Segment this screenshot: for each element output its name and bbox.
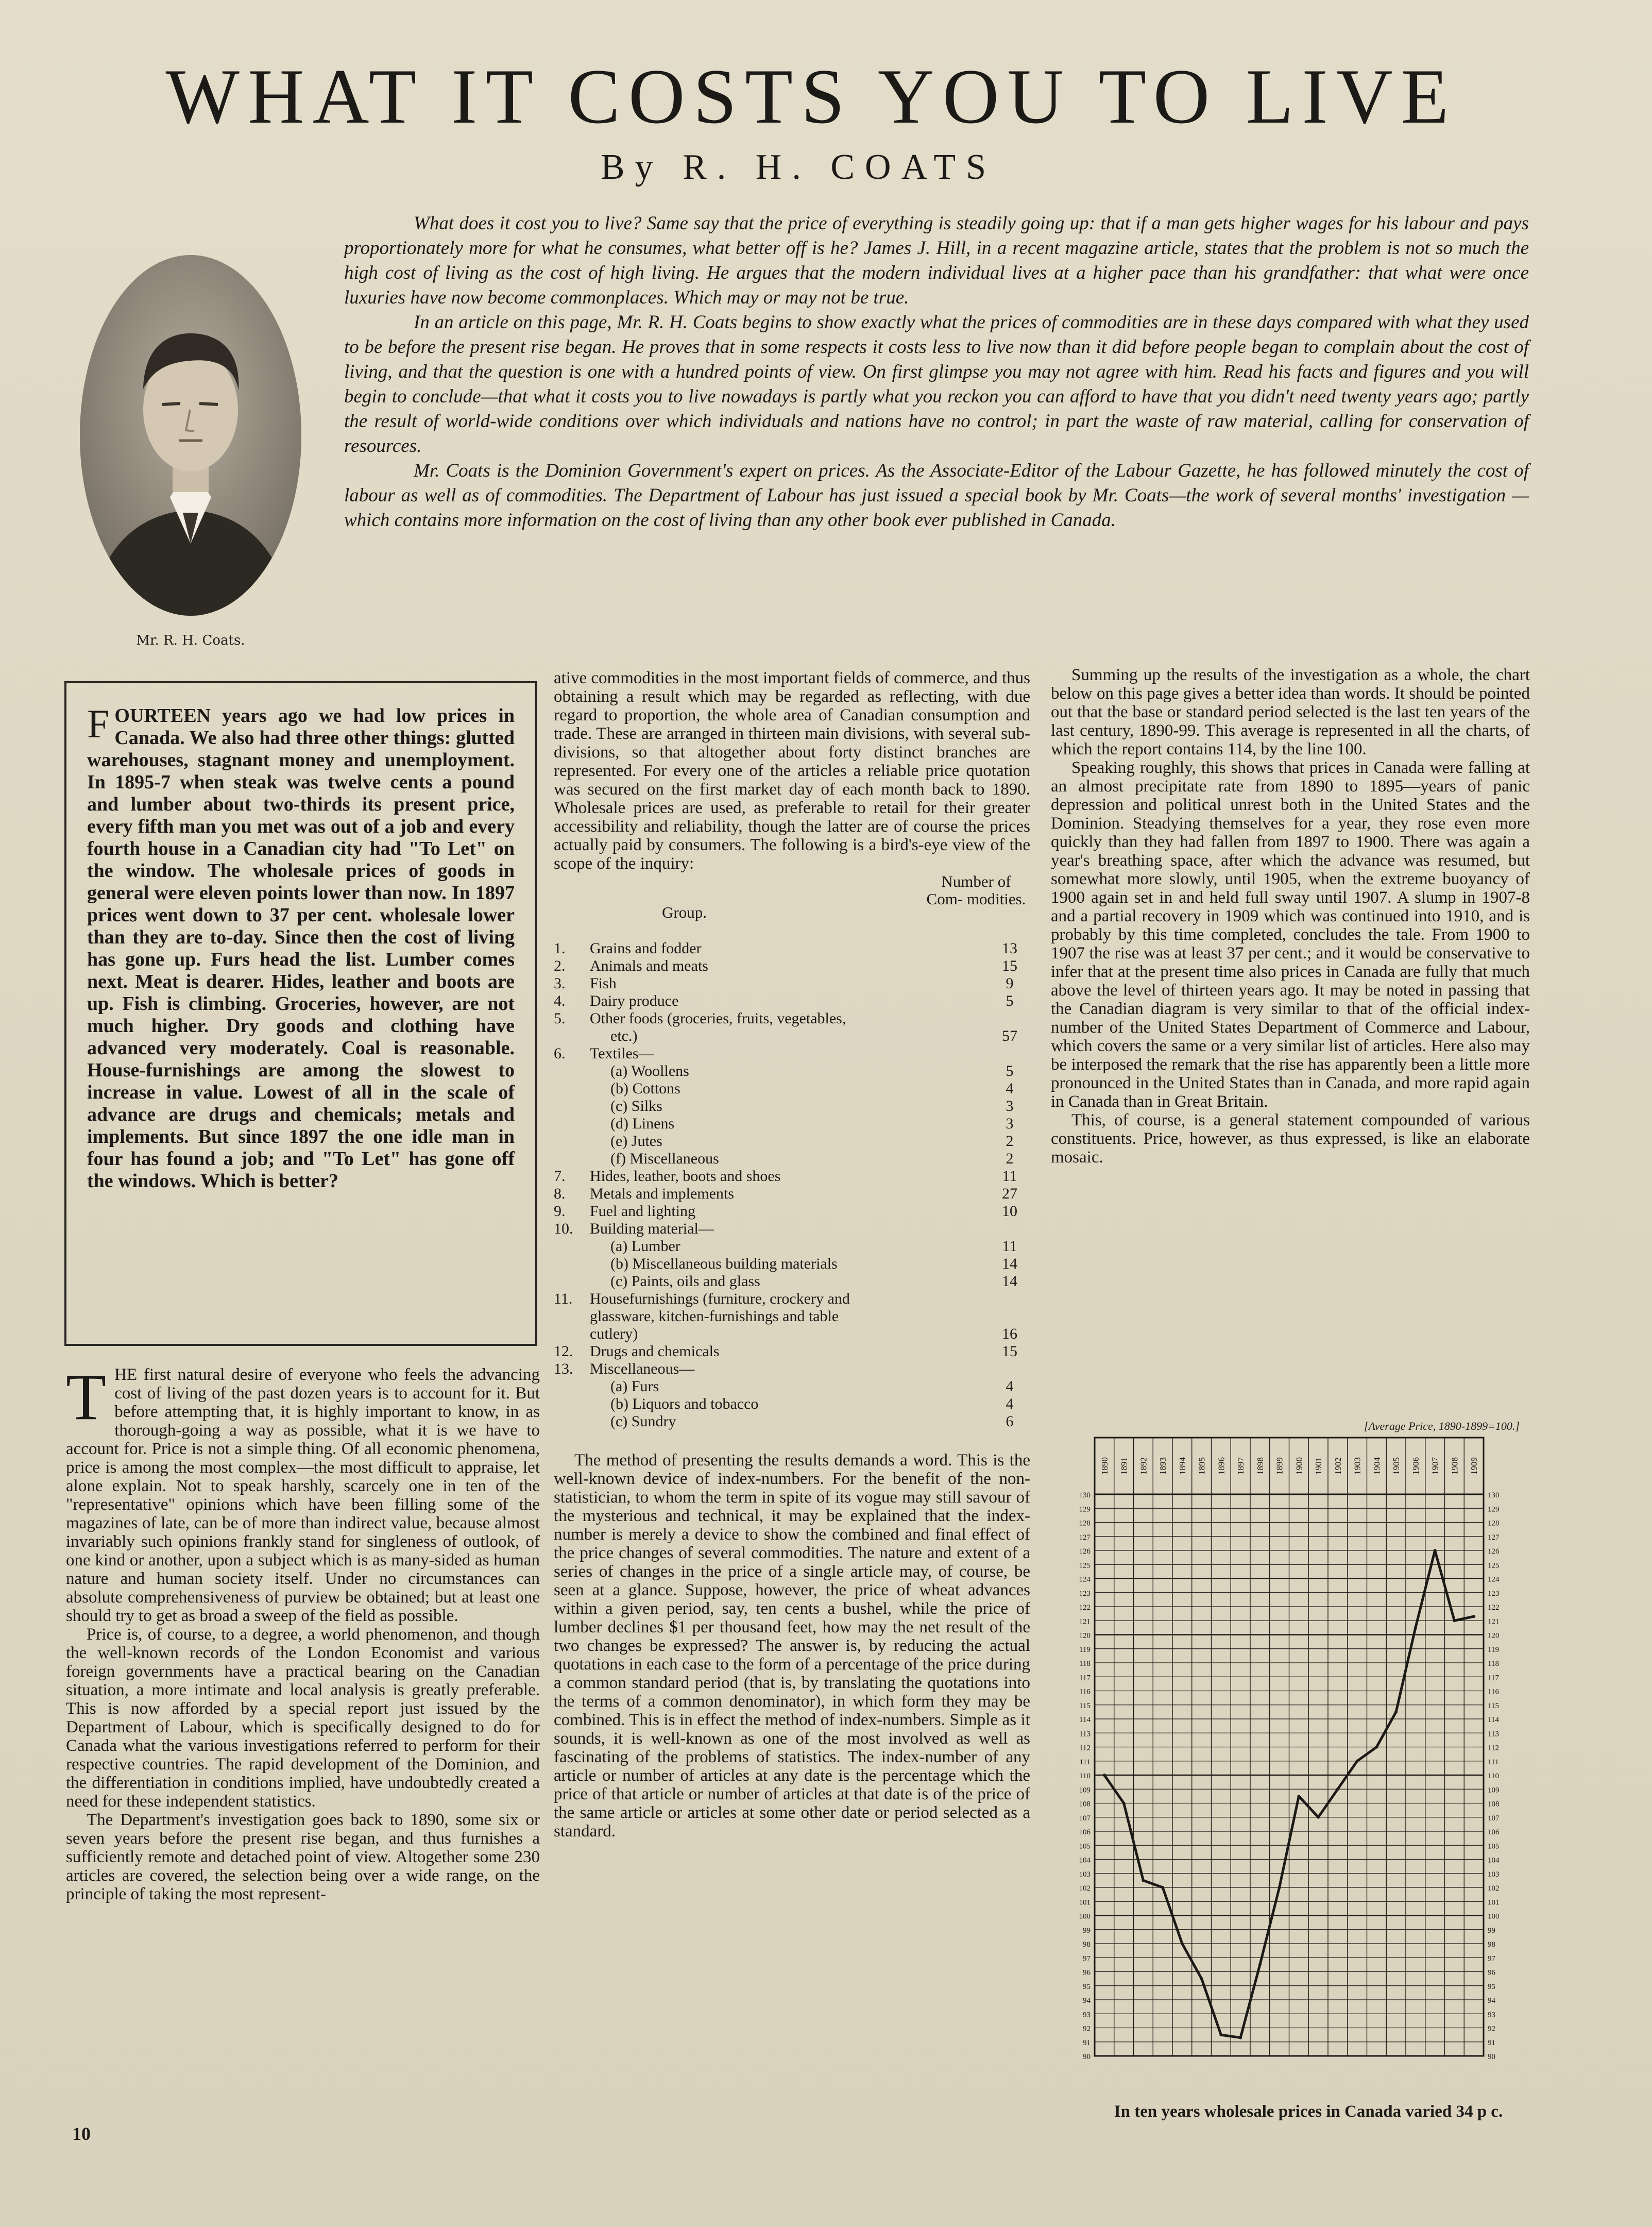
commodity-table: [554, 940, 1030, 1430]
row-value: 4: [1006, 1080, 1014, 1097]
table-row: [554, 1080, 1030, 1098]
row-value: 2: [1006, 1150, 1014, 1167]
y-tick-label: 110: [1079, 1772, 1091, 1780]
row-number: 5.: [554, 1010, 566, 1027]
row-label: Textiles—: [590, 1045, 654, 1062]
data-point: [1142, 1879, 1145, 1882]
row-value: 4: [1006, 1395, 1014, 1412]
row-number: 1.: [554, 940, 566, 957]
y-tick-label: 102: [1079, 1884, 1091, 1893]
y-tick-label: 96: [1083, 1968, 1091, 1977]
y-tick-label: 101: [1079, 1898, 1091, 1907]
x-tick-label: 1894: [1177, 1457, 1187, 1475]
x-tick-label: 1905: [1391, 1457, 1402, 1475]
table-row: [554, 1308, 1030, 1325]
y-tick-label: 106: [1488, 1828, 1500, 1836]
body-paragraph: The Department's investigation goes back to 1890, some six or seven years before the present rise began, and thus furnishes a sufficiently remote and detached point of view. Altogether some 230 articles are covered, the selection being over a wide range, on the principle of taking the most represent-: [66, 1811, 540, 1903]
y-tick-label: 105: [1488, 1842, 1500, 1851]
y-tick-label: 108: [1079, 1800, 1091, 1809]
row-value: 11: [1002, 1168, 1017, 1185]
data-point: [1317, 1816, 1320, 1819]
y-tick-label: 101: [1488, 1898, 1500, 1907]
data-point: [1122, 1802, 1126, 1805]
y-tick-label: 103: [1079, 1870, 1091, 1879]
x-tick-label: 1908: [1450, 1457, 1460, 1475]
y-tick-label: 119: [1488, 1645, 1499, 1654]
chart-caption: In ten years wholesale prices in Canada varied 34 p c.: [1114, 2102, 1503, 2121]
y-tick-label: 126: [1488, 1547, 1500, 1556]
y-tick-label: 99: [1488, 1926, 1495, 1935]
x-tick-label: 1890: [1099, 1457, 1110, 1475]
y-tick-label: 113: [1488, 1730, 1499, 1739]
article-dropcap: T: [66, 1360, 107, 1433]
row-value: 27: [1002, 1185, 1017, 1202]
row-value: 2: [1006, 1133, 1014, 1150]
x-tick-label: 1904: [1372, 1457, 1382, 1475]
row-label: (c) Paints, oils and glass: [610, 1273, 760, 1290]
row-label: etc.): [610, 1027, 638, 1044]
column-three: [1051, 666, 1530, 1167]
y-tick-label: 116: [1079, 1688, 1091, 1696]
y-tick-label: 90: [1083, 2053, 1091, 2061]
data-point: [1297, 1795, 1300, 1798]
row-label: (d) Linens: [610, 1115, 675, 1132]
table-row: [554, 1273, 1030, 1290]
table-row: [554, 940, 1030, 957]
table-row: [554, 1220, 1030, 1238]
y-tick-label: 123: [1488, 1589, 1500, 1598]
y-tick-label: 93: [1488, 2011, 1495, 2019]
y-tick-label: 95: [1083, 1982, 1091, 1991]
row-label: Metals and implements: [590, 1185, 734, 1202]
x-tick-label: 1909: [1469, 1457, 1479, 1475]
row-value: 3: [1006, 1115, 1014, 1132]
row-number: 2.: [554, 957, 566, 974]
y-tick-label: 107: [1488, 1814, 1500, 1823]
y-tick-label: 127: [1079, 1533, 1091, 1542]
y-tick-label: 98: [1083, 1941, 1091, 1949]
summary-text: OURTEEN years ago we had low prices in Canada. We also had three other things: glutted warehouses, stagnant money and unemployment. In 1895-7 when steak was twelve cents a pound and lumber about two-thirds its present price, every fifth man you met was out of a job and every fourth house in a Canadian city had "To Let" on the window. The wholesale prices of goods in general were eleven points lower than now. In 1897 prices went down to 37 per cent. wholesale lower than they are to-day. Since then the cost of living has gone up. Furs head the list. Lumber comes next. Meat is dearer. Hides, leather and boots are up. Fish is climbing. Groceries, however, are not much higher. Dry goods and clothing have advanced very moderately. Coal is reasonable. House-furnishings are among the slowest to increase in value. Lowest of all in the scale of advance are drugs and chemicals; metals and implements. But since 1897 the one idle man in four has found a job; and "To Let" has gone off the windows. Which is better?: [87, 705, 515, 1192]
x-tick-label: 1892: [1138, 1457, 1149, 1475]
row-label: Fish: [590, 975, 617, 992]
y-tick-label: 99: [1083, 1926, 1091, 1935]
table-row: [554, 1062, 1030, 1080]
row-label: (e) Jutes: [610, 1133, 662, 1150]
row-value: 9: [1006, 975, 1014, 992]
table-row: [554, 1010, 1030, 1027]
row-value: 16: [1002, 1325, 1017, 1342]
y-tick-label: 103: [1488, 1870, 1500, 1879]
body-paragraph: This, of course, is a general statement compounded of various constituents. Price, however, as thus expressed, is like an elaborate mosaic.: [1051, 1111, 1530, 1167]
y-tick-label: 95: [1488, 1982, 1495, 1991]
y-tick-label: 115: [1079, 1701, 1091, 1710]
x-tick-label: 1902: [1333, 1457, 1343, 1475]
table-row: [554, 1378, 1030, 1395]
y-tick-label: 109: [1488, 1786, 1500, 1795]
row-number: 13.: [554, 1360, 573, 1377]
data-point: [1181, 1942, 1184, 1945]
number-column-header: Number of Com- modities.: [926, 872, 1026, 908]
body-paragraph: The method of presenting the results demands a word. This is the well-known device of index-numbers. For the benefit of the non-statistician, to whom the term in spite of its vogue may still savour of the mysterious and technical, it may be explained that the index-number is merely a device to show the combined and final effect of the price changes of several commodities. The nature and extent of a series of changes in the price of a single article may, of course, be seen at a glance. Suppose, however, the price of wheat advances within a given period, say, ten cents a bushel, while the price of lumber declines $1 per thousand feet, how may the net result of the two changes be expressed? The answer is, by reducing the actual quotations in each case to the form of a percentage of the price during a common standard period (that is, by translating the quotations into the terms of a common denominator), in which form they may be combined. This is in effect the method of index-numbers. Simple as it sounds, it is well-known as one of the most involved as well as fascinating of the problems of statistics. The index-number of any article or number of articles at any date is the percentage which the price of that article or number of articles at that date is of the price of the same article or articles at some other date or period selected as a standard.: [554, 1451, 1030, 1841]
author-portrait: [80, 255, 301, 616]
x-tick-label: 1891: [1119, 1457, 1129, 1475]
table-row: [554, 1343, 1030, 1360]
page-number: 10: [72, 2123, 91, 2144]
data-point: [1200, 1977, 1203, 1980]
row-label: (b) Cottons: [610, 1080, 680, 1097]
data-point: [1278, 1886, 1281, 1889]
row-number: 6.: [554, 1045, 566, 1062]
table-row: [554, 1027, 1030, 1045]
y-tick-label: 129: [1488, 1505, 1500, 1514]
data-point: [1258, 1963, 1262, 1966]
row-label: Other foods (groceries, fruits, vegetables,: [590, 1010, 846, 1027]
row-value: 5: [1006, 992, 1014, 1009]
chart-note: [Average Price, 1890-1899=100.]: [1364, 1420, 1520, 1432]
row-label: Fuel and lighting: [590, 1203, 695, 1220]
table-row: [554, 975, 1030, 992]
y-tick-label: 106: [1079, 1828, 1091, 1836]
y-tick-label: 121: [1079, 1617, 1091, 1626]
x-tick-label: 1893: [1158, 1457, 1168, 1475]
table-row: [554, 1098, 1030, 1115]
body-paragraph: ative commodities in the most important fields of commerce, and thus obtaining a result which may be regarded as reflecting, with due regard to proportion, the whole area of Canadian consumption and trade. These are arranged in thirteen main divisions, with several sub-divisions, so that altogether about forty distinct branches are represented. For every one of the articles a reliable price quotation was secured on the first market day of each month back to 1890. Wholesale prices are used, as preferable to retail for their greater accessibility and reliability, though the latter are of course the prices actually paid by consumers. The following is a bird's-eye view of the scope of the inquiry:: [554, 669, 1030, 873]
table-row: [554, 1325, 1030, 1343]
row-value: 4: [1006, 1378, 1014, 1395]
y-tick-label: 102: [1488, 1884, 1500, 1893]
y-tick-label: 97: [1083, 1954, 1091, 1963]
table-row: [554, 1045, 1030, 1062]
row-value: 11: [1002, 1238, 1017, 1255]
y-tick-label: 118: [1079, 1660, 1091, 1668]
y-tick-label: 108: [1488, 1800, 1500, 1809]
y-tick-label: 120: [1079, 1631, 1091, 1640]
row-label: Dairy produce: [590, 992, 679, 1009]
x-tick-label: 1897: [1236, 1457, 1246, 1475]
row-number: 4.: [554, 992, 566, 1009]
row-number: 7.: [554, 1168, 566, 1185]
row-value: 57: [1002, 1027, 1017, 1044]
y-tick-label: 92: [1488, 2024, 1495, 2033]
row-label: Hides, leather, boots and shoes: [590, 1168, 781, 1185]
x-tick-label: 1907: [1430, 1457, 1440, 1475]
y-tick-label: 114: [1079, 1716, 1091, 1724]
data-point: [1414, 1626, 1417, 1629]
data-point: [1472, 1615, 1475, 1618]
y-tick-label: 112: [1079, 1744, 1091, 1752]
column-two: [554, 669, 1030, 1841]
data-point: [1336, 1787, 1339, 1791]
y-tick-label: 128: [1079, 1519, 1091, 1528]
row-label: (b) Liquors and tobacco: [610, 1395, 759, 1412]
y-tick-label: 118: [1488, 1660, 1499, 1668]
table-row: [554, 1115, 1030, 1133]
y-tick-label: 117: [1079, 1674, 1091, 1682]
row-number: 9.: [554, 1203, 566, 1220]
x-tick-label: 1901: [1314, 1457, 1324, 1475]
y-tick-label: 117: [1488, 1674, 1499, 1682]
x-tick-label: 1906: [1410, 1457, 1421, 1475]
y-tick-label: 104: [1488, 1856, 1500, 1865]
table-row: [554, 1150, 1030, 1168]
y-tick-label: 115: [1488, 1701, 1499, 1710]
byline: By R. H. COATS: [600, 147, 997, 187]
y-tick-label: 120: [1488, 1631, 1500, 1640]
data-point: [1161, 1886, 1164, 1889]
summary-box: [64, 681, 537, 1346]
y-tick-label: 109: [1079, 1786, 1091, 1795]
row-label: (b) Miscellaneous building materials: [610, 1255, 838, 1272]
x-tick-label: 1895: [1197, 1457, 1207, 1475]
y-tick-label: 104: [1079, 1856, 1091, 1865]
y-tick-label: 130: [1488, 1491, 1500, 1499]
table-row: [554, 1238, 1030, 1255]
table-row: [554, 992, 1030, 1010]
row-label: (a) Furs: [610, 1378, 659, 1395]
body-paragraph: Price is, of course, to a degree, a world phenomenon, and though the well-known records of the London Economist and various foreign governments have a practical bearing on the Canadian situation, a more intimate and local analysis is greatly preferable. This is now afforded by a special report just issued by the Department of Labour, which is specifically designed to do for Canada what the various investigations referred to perform for their respective countries. The rapid development of the Dominion, and the differentiation in conditions implied, have undoubtedly created a need for these independent statistics.: [66, 1625, 540, 1811]
y-tick-label: 111: [1079, 1758, 1091, 1766]
row-label: glassware, kitchen-furnishings and table: [590, 1308, 839, 1325]
row-number: 8.: [554, 1185, 566, 1202]
body-paragraph: Summing up the results of the investigation as a whole, the chart below on this page gives a better idea than words. It should be pointed out that the base or standard period selected is the last ten years of the last century, 1890-99. This average is represented in all the charts, of which the report contains 114, by the line 100.: [1051, 666, 1530, 758]
y-tick-label: 124: [1079, 1575, 1091, 1584]
article-title: WHAT IT COSTS YOU TO LIVE: [165, 53, 1457, 140]
summary-dropcap: F: [87, 701, 110, 746]
y-tick-label: 122: [1079, 1604, 1091, 1612]
y-tick-label: 100: [1079, 1912, 1091, 1921]
table-row: [554, 1395, 1030, 1413]
y-tick-label: 127: [1488, 1533, 1500, 1542]
y-tick-label: 129: [1079, 1505, 1091, 1514]
row-value: 6: [1006, 1413, 1014, 1430]
body-paragraph: HE first natural desire of everyone who feels the advancing cost of living of the past dozen years is to account for it. But before attempting that, it is highly important to know, in as thorough-going a way as possible, what it is we have to account for. Price is not a simple thing. Of all economic phenomena, price is among the most complex—the most difficult to appraise, let alone explain. Not to speak harshly, scarcely one in ten of the "representative" opinions which have been filling some of the magazines of late, can be of more than indirect value, because almost invariably such opinions frankly stand for singleness of outlook, of one kind or another, upon a subject which is as many-sided as human nature and human society itself. Under no circumstances can absolute comprehensiveness of purview be obtained; but at least one should try to get as broad a sweep of the field as possible.: [66, 1365, 540, 1625]
y-tick-label: 125: [1079, 1561, 1091, 1570]
row-value: 14: [1002, 1255, 1017, 1272]
data-point: [1356, 1760, 1359, 1763]
row-label: (a) Woollens: [610, 1062, 689, 1079]
y-tick-label: 113: [1079, 1730, 1091, 1739]
row-label: Drugs and chemicals: [590, 1343, 720, 1360]
table-row: [554, 1360, 1030, 1378]
row-value: 15: [1002, 1343, 1017, 1360]
y-tick-label: 121: [1488, 1617, 1500, 1626]
y-tick-label: 91: [1488, 2038, 1495, 2047]
y-tick-label: 128: [1488, 1519, 1500, 1528]
row-number: 11.: [554, 1290, 573, 1307]
data-point: [1453, 1619, 1456, 1622]
row-label: (a) Lumber: [610, 1238, 680, 1255]
y-tick-label: 119: [1079, 1645, 1091, 1654]
y-tick-label: 93: [1083, 2011, 1091, 2019]
row-label: (c) Silks: [610, 1098, 662, 1115]
intro-paragraph: Mr. Coats is the Dominion Government's expert on prices. As the Associate-Editor of the Labour Gazette, he has followed minutely the cost of labour as well as of commodities. The Department of Labour has just issued a special book by Mr. Coats—the work of several months' investigation —which contains more information on the cost of living than any other book ever published in Canada.: [344, 460, 1529, 531]
y-tick-label: 97: [1488, 1954, 1495, 1963]
y-tick-label: 107: [1079, 1814, 1091, 1823]
portrait-caption: Mr. R. H. Coats.: [136, 633, 245, 648]
x-tick-label: 1896: [1216, 1457, 1227, 1475]
row-number: 10.: [554, 1220, 573, 1237]
table-row: [554, 1290, 1030, 1308]
row-value: 14: [1002, 1273, 1017, 1290]
y-tick-label: 130: [1079, 1491, 1091, 1499]
y-tick-label: 122: [1488, 1604, 1500, 1612]
x-tick-label: 1903: [1352, 1457, 1363, 1475]
y-tick-label: 94: [1083, 1997, 1091, 2005]
y-tick-label: 100: [1488, 1912, 1500, 1921]
data-point: [1239, 2036, 1242, 2039]
intro-paragraph: In an article on this page, Mr. R. H. Coats begins to show exactly what the prices of commodities are in these days compared with what they used to be before the present rise began. He proves that in some respects it costs less to live now than it did before people began to complain about the cost of living, and that the question is one with a hundred points of view. On first glimpse you may not agree with him. Read his facts and figures and you will begin to conclude—that what it costs you to live nowadays is partly what you reckon you can afford to have that you didn't need twenty years ago; partly the result of world-wide conditions over which individuals and nations have no control; in part the waste of raw material, calling for conservation of resources.: [344, 312, 1529, 457]
y-tick-label: 126: [1079, 1547, 1091, 1556]
row-number: 3.: [554, 975, 566, 992]
row-label: Grains and fodder: [590, 940, 702, 957]
row-label: Miscellaneous—: [590, 1360, 695, 1377]
price-index-chart: [1046, 1412, 1530, 2128]
y-tick-label: 96: [1488, 1968, 1495, 1977]
data-point: [1434, 1549, 1437, 1552]
commodity-table-header: [554, 873, 1030, 940]
body-paragraph: Speaking roughly, this shows that prices in Canada were falling at an almost precipitate rate from 1890 to 1895—years of panic depression and political unrest both in the United States and the Dominion. Steadying themselves for a year, they rose even more quickly than they had fallen from 1897 to 1900. There was again a year's breathing space, after which the advance was resumed, but somewhat more slowly, until 1905, when the extreme buoyancy of 1900 again set in and held full sway until 1907. A slump in 1907-8 and a partial recovery in 1909 which was continued into 1910, and is probably by this time completed, concludes the tale. From 1900 to 1907 the rise was at least 37 per cent.; and it would be conservative to infer that at the present time also prices in Canada are fully that much above the level of thirteen years ago. It may be noted in passing that the Canadian diagram is very similar to that of the official index-number of the United States Department of Commerce and Labour, which covers the same or a very similar list of articles. Here also may be interposed the remark that the rise has apparently been a little more pronounced in the United States than in Canada, and more rapid again in Canada than in Great Britain.: [1051, 758, 1530, 1111]
row-label: Building material—: [590, 1220, 714, 1237]
table-row: [554, 1203, 1030, 1220]
row-value: 3: [1006, 1098, 1014, 1115]
y-tick-label: 125: [1488, 1561, 1500, 1570]
y-tick-label: 110: [1488, 1772, 1499, 1780]
data-point: [1219, 2033, 1222, 2036]
y-tick-label: 94: [1488, 1997, 1495, 2005]
y-tick-label: 91: [1083, 2038, 1091, 2047]
x-tick-label: 1898: [1255, 1457, 1265, 1475]
table-row: [554, 1413, 1030, 1430]
x-tick-label: 1900: [1294, 1457, 1304, 1475]
y-tick-label: 114: [1488, 1716, 1499, 1724]
editor-introduction: [344, 211, 1529, 533]
group-column-header: Group.: [662, 903, 707, 921]
y-tick-label: 111: [1488, 1758, 1499, 1766]
row-number: 12.: [554, 1343, 573, 1360]
x-tick-label: 1899: [1274, 1457, 1285, 1475]
row-value: 15: [1002, 957, 1017, 974]
row-label: Housefurnishings (furniture, crockery and: [590, 1290, 850, 1307]
row-value: 5: [1006, 1062, 1014, 1079]
table-row: [554, 1255, 1030, 1273]
y-tick-label: 92: [1083, 2024, 1091, 2033]
column-one: [66, 1360, 540, 1903]
data-point: [1375, 1746, 1378, 1749]
data-point: [1103, 1774, 1106, 1777]
row-label: (f) Miscellaneous: [610, 1150, 719, 1167]
intro-paragraph: What does it cost you to live? Same say that the price of everything is steadily going up: that if a man gets higher wages for his labour and pays proportionately more for what he consumes, what better off is he? James J. Hill, in a recent magazine article, states that the problem is not so much the high cost of living as the cost of high living. He argues that the modern individual lives at a higher pace than his grandfather: that what were once luxuries have now become commonplaces. Which may or may not be true.: [344, 213, 1529, 308]
y-tick-label: 105: [1079, 1842, 1091, 1851]
table-row: [554, 1133, 1030, 1150]
row-label: (c) Sundry: [610, 1413, 676, 1430]
row-value: 10: [1002, 1203, 1017, 1220]
y-tick-label: 116: [1488, 1688, 1499, 1696]
y-tick-label: 98: [1488, 1941, 1495, 1949]
table-row: [554, 1185, 1030, 1203]
row-value: 13: [1002, 940, 1017, 957]
table-row: [554, 957, 1030, 975]
row-label: cutlery): [590, 1325, 638, 1342]
y-tick-label: 112: [1488, 1744, 1499, 1752]
y-tick-label: 124: [1488, 1575, 1500, 1584]
table-row: [554, 1168, 1030, 1185]
y-tick-label: 90: [1488, 2053, 1495, 2061]
data-point: [1394, 1710, 1398, 1713]
row-label: Animals and meats: [590, 957, 708, 974]
y-tick-label: 123: [1079, 1589, 1091, 1598]
